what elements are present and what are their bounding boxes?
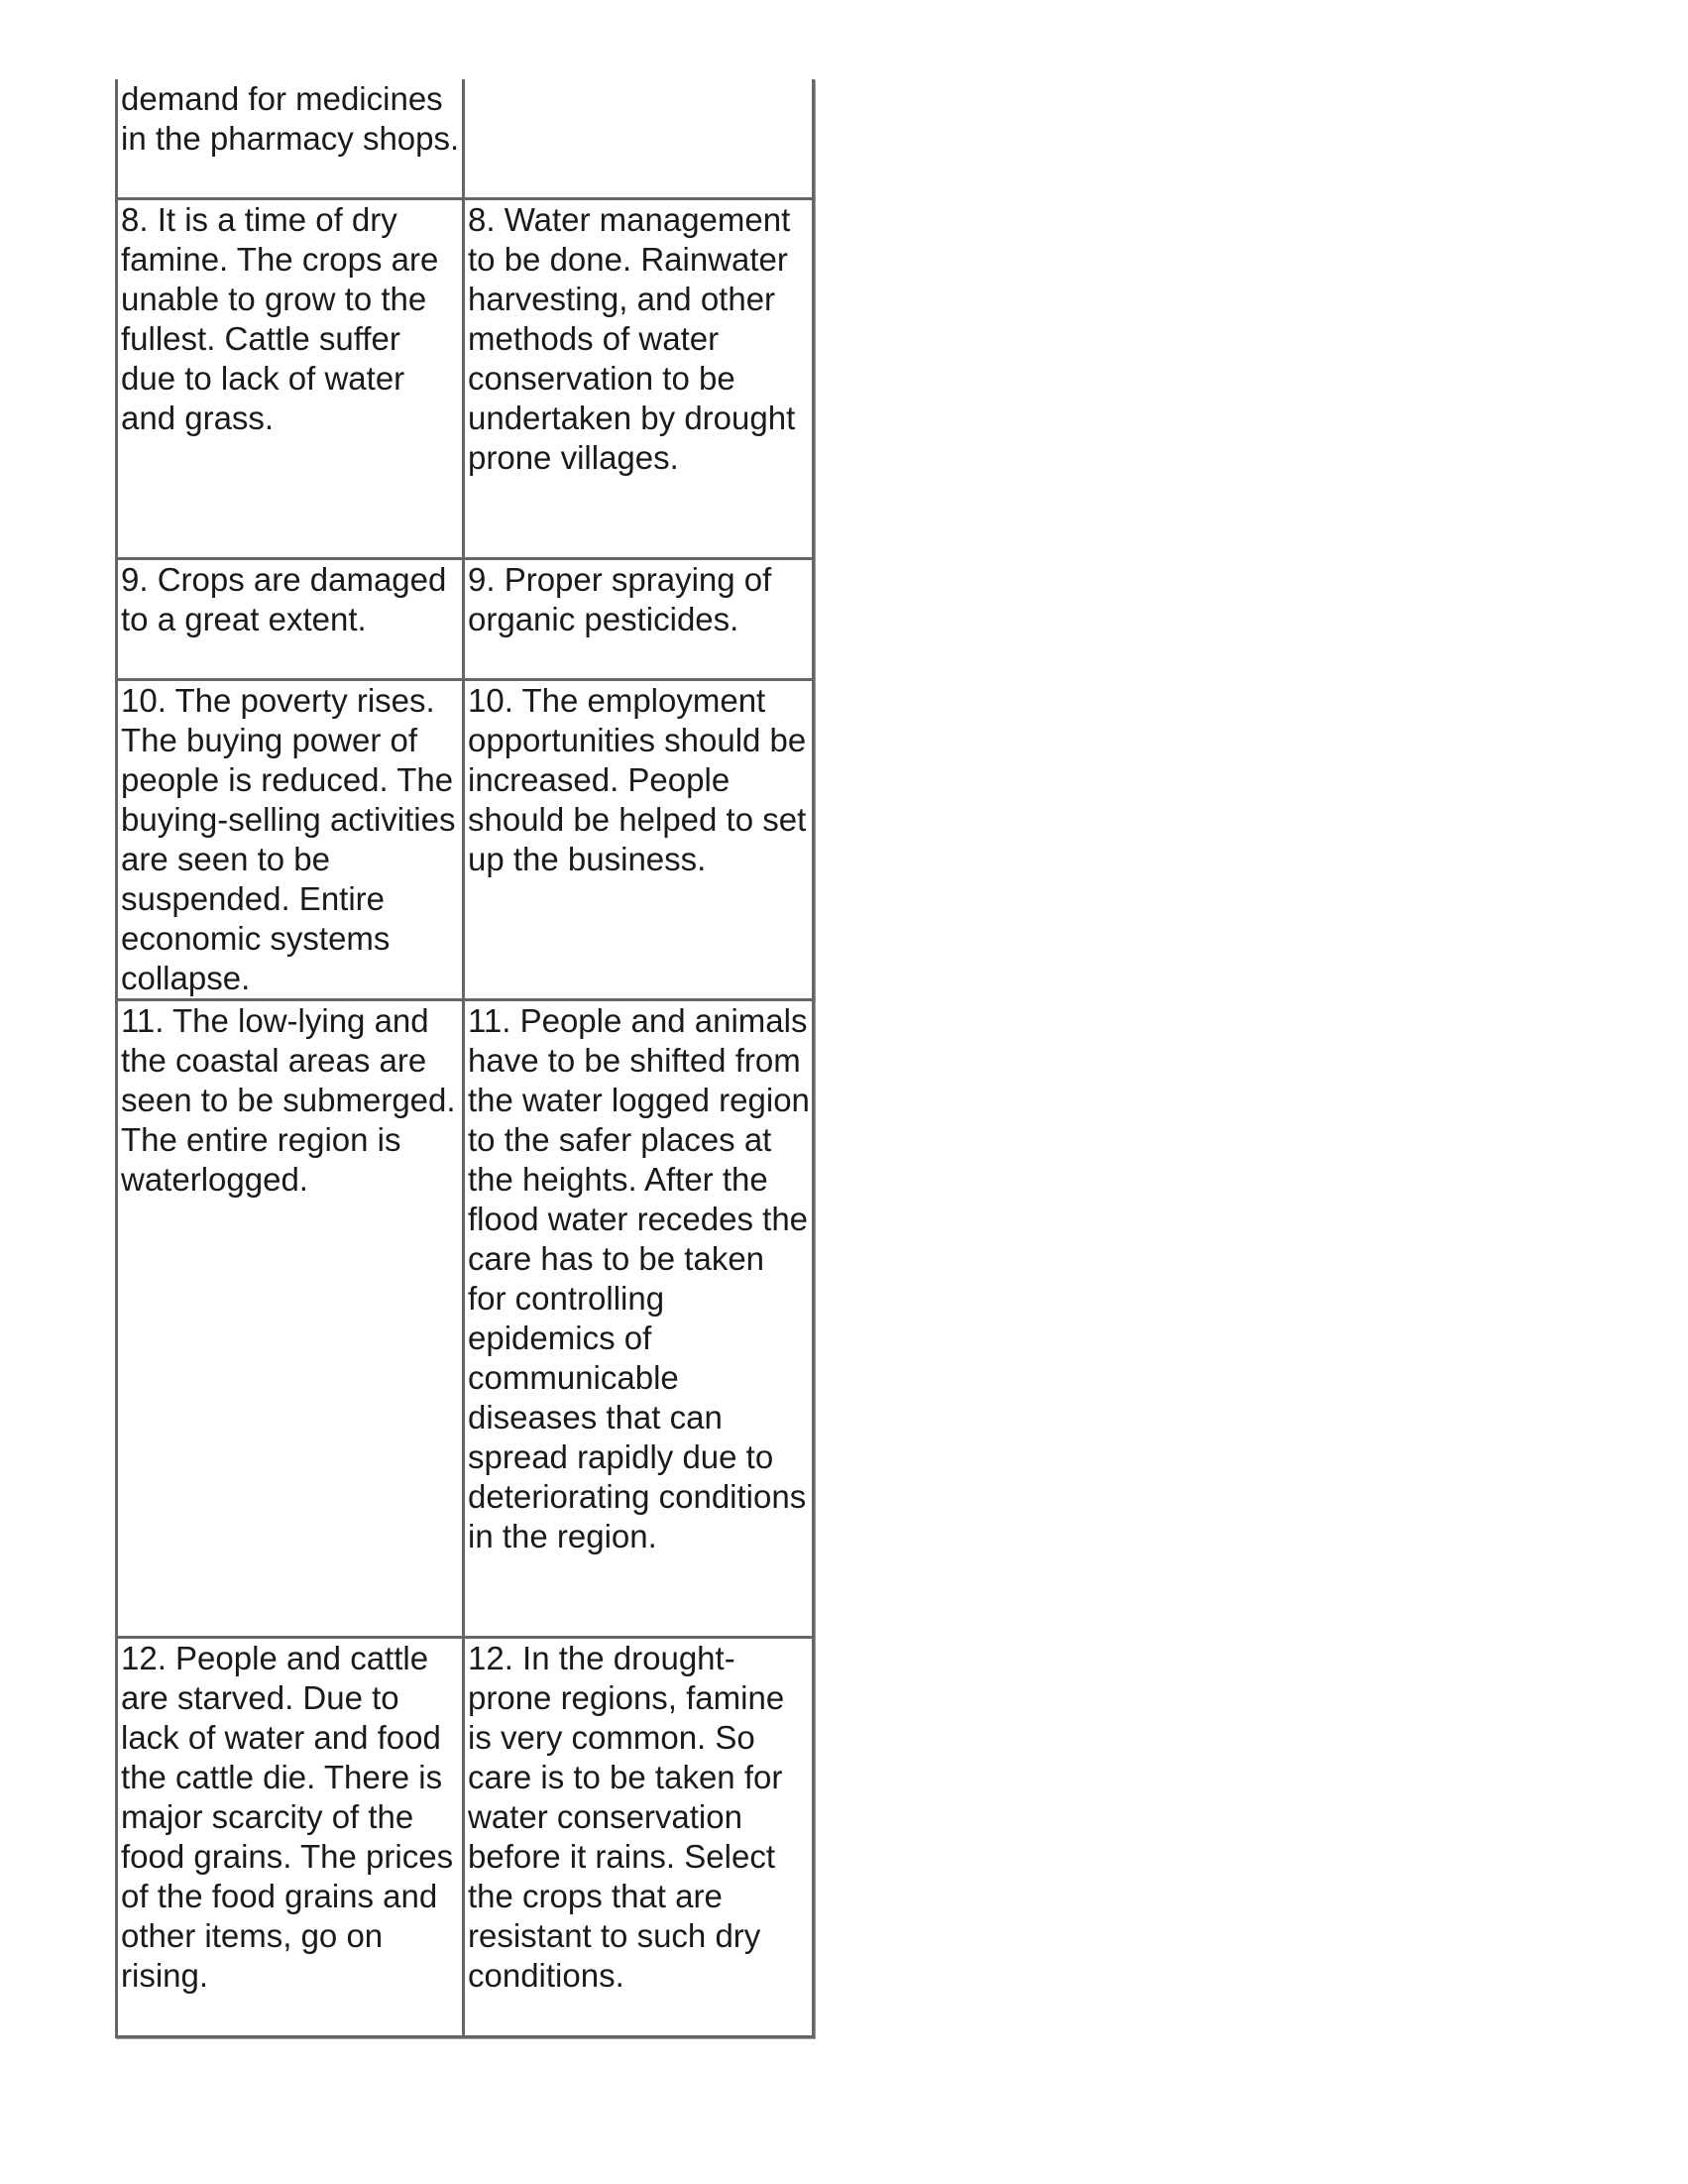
problems-solutions-table <box>115 79 815 2038</box>
solution-cell: 8. Water management to be done. Rainwater harvesting, and other methods of water conservation to be undertaken by drought prone villages. <box>465 197 812 557</box>
document-page <box>115 79 815 2038</box>
table-row <box>118 1636 812 2035</box>
solution-cell: 12. In the drought-prone regions, famine is very common. So care is to be taken for water conservation before it rains. Select the crops that are resistant to such dry conditions. <box>465 1636 812 2035</box>
problem-cell: 9. Crops are damaged to a great extent. <box>118 557 465 678</box>
table-row <box>118 557 812 678</box>
table-row <box>118 678 812 998</box>
table-row <box>118 79 812 197</box>
problem-cell: 10. The poverty rises. The buying power of people is reduced. The buying-selling activities are seen to be suspended. Entire economic systems collapse. <box>118 678 465 998</box>
problem-cell: 8. It is a time of dry famine. The crops are unable to grow to the fullest. Cattle suffer due to lack of water and grass. <box>118 197 465 557</box>
problem-cell: 12. People and cattle are starved. Due to lack of water and food the cattle die. There is major scarcity of the food grains. The prices of the food grains and other items, go on rising. <box>118 1636 465 2035</box>
problem-cell: 11. The low-lying and the coastal areas are seen to be submerged. The entire region is waterlogged. <box>118 998 465 1636</box>
table-row <box>118 998 812 1636</box>
solution-cell <box>465 79 812 197</box>
solution-cell: 11. People and animals have to be shifted from the water logged region to the safer places at the heights. After the flood water recedes the care has to be taken for controlling epidemics of communicable diseases that can spread rapidly due to deteriorating conditions in the region. <box>465 998 812 1636</box>
table-row <box>118 197 812 557</box>
solution-cell: 10. The employment opportunities should be increased. People should be helped to set up the business. <box>465 678 812 998</box>
problem-cell: demand for medicines in the pharmacy shops. <box>118 79 465 197</box>
solution-cell: 9. Proper spraying of organic pesticides. <box>465 557 812 678</box>
